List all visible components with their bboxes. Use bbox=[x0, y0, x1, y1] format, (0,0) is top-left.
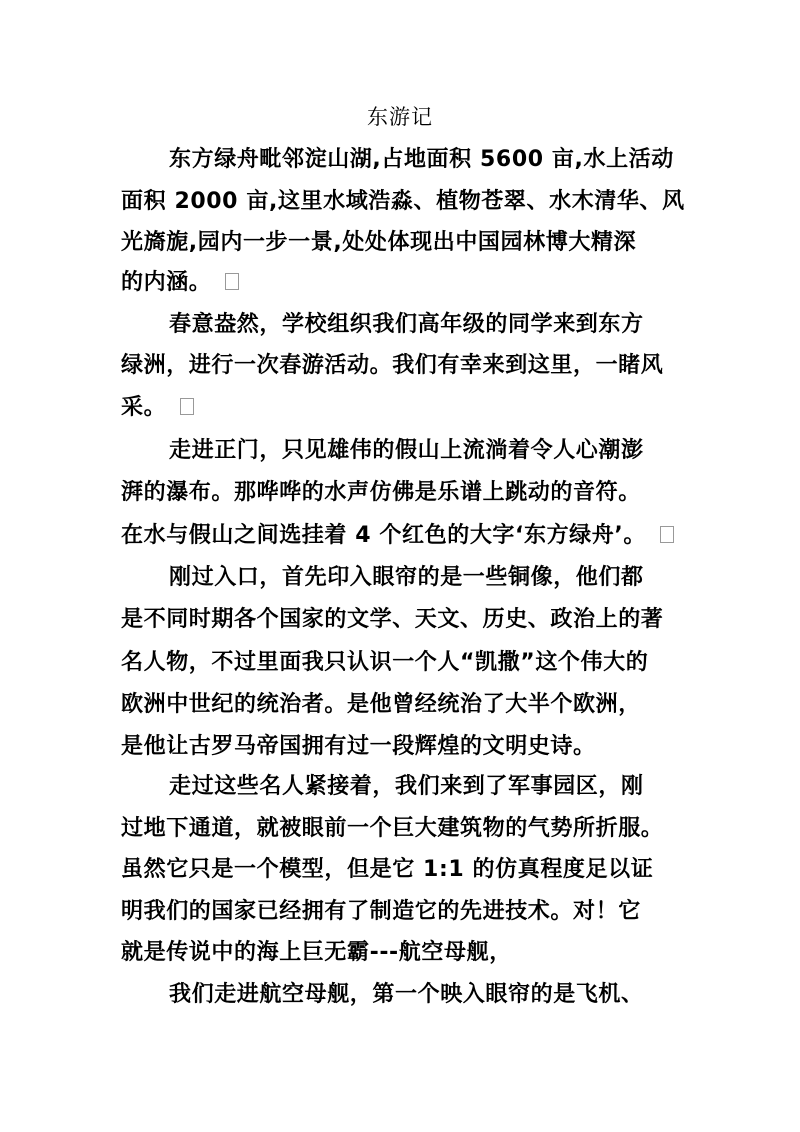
text-line bbox=[121, 393, 194, 423]
line-text: 春意盎然，学校组织我们高年级的同学来到东方 bbox=[169, 312, 644, 337]
line-text: 湃的瀑布。那哗哗的水声仿佛是乐谱上跳动的音符。 bbox=[121, 480, 641, 505]
text-line bbox=[121, 605, 663, 635]
line-text: 光旖旎,园内一步一景,处处体现出中国园林博大精深 bbox=[121, 230, 637, 255]
text-line bbox=[121, 228, 636, 258]
text-line bbox=[169, 310, 644, 340]
text-line bbox=[169, 145, 674, 175]
line-text: 刚过入口，首先印入眼帘的是一些铜像，他们都 bbox=[169, 565, 644, 590]
text-line bbox=[121, 187, 685, 217]
missing-glyph-box-icon bbox=[225, 273, 239, 290]
text-line bbox=[121, 897, 641, 927]
text-line bbox=[121, 478, 641, 508]
text-line bbox=[121, 648, 648, 678]
text-line bbox=[121, 268, 239, 298]
text-line bbox=[121, 855, 653, 885]
line-text: 绿洲，进行一次春游活动。我们有幸来到这里，一睹风 bbox=[121, 353, 664, 378]
line-text: 就是传说中的海上巨无霸---航空母舰， bbox=[121, 940, 512, 965]
line-text: 是不同时期各个国家的文学、天文、历史、政治上的著 bbox=[121, 607, 664, 632]
text-line bbox=[169, 563, 644, 593]
line-text: 是他让古罗马帝国拥有过一段辉煌的文明史诗。 bbox=[121, 734, 596, 759]
line-text: 东方绿舟毗邻淀山湖,占地面积 5600 亩,水上活动 bbox=[169, 147, 674, 172]
line-text: 在水与假山之间选挂着 4 个红色的大字‘东方绿舟’。 bbox=[121, 523, 646, 548]
text-line bbox=[121, 732, 596, 762]
text-line bbox=[121, 814, 663, 844]
text-line bbox=[169, 772, 644, 802]
text-line bbox=[121, 351, 663, 381]
text-line bbox=[169, 980, 644, 1010]
missing-glyph-box-icon bbox=[660, 526, 674, 543]
line-text: 走进正门，只见雄伟的假山上流淌着令人心潮澎 bbox=[169, 438, 644, 463]
line-text: 明我们的国家已经拥有了制造它的先进技术。对！它 bbox=[121, 899, 641, 924]
document-title: 东游记 bbox=[367, 105, 433, 129]
line-text: 我们走进航空母舰，第一个映入眼帘的是飞机、 bbox=[169, 982, 644, 1007]
text-line bbox=[121, 690, 641, 720]
text-line bbox=[121, 521, 674, 551]
line-text: 面积 2000 亩,这里水域浩淼、植物苍翠、水木清华、风 bbox=[121, 189, 685, 214]
line-text: 欧洲中世纪的统治者。是他曾经统治了大半个欧洲， bbox=[121, 692, 641, 717]
missing-glyph-box-icon bbox=[180, 398, 194, 415]
line-text: 采。 bbox=[121, 395, 167, 420]
text-line bbox=[121, 938, 512, 968]
line-text: 的内涵。 bbox=[121, 270, 212, 295]
line-text: 过地下通道，就被眼前一个巨大建筑物的气势所折服。 bbox=[121, 816, 664, 841]
text-line bbox=[169, 436, 644, 466]
line-text: 虽然它只是一个模型，但是它 1:1 的仿真程度足以证 bbox=[121, 857, 654, 882]
line-text: 名人物，不过里面我只认识一个人“凯撒”这个伟大的 bbox=[121, 650, 649, 675]
line-text: 走过这些名人紧接着，我们来到了军事园区，刚 bbox=[169, 774, 644, 799]
